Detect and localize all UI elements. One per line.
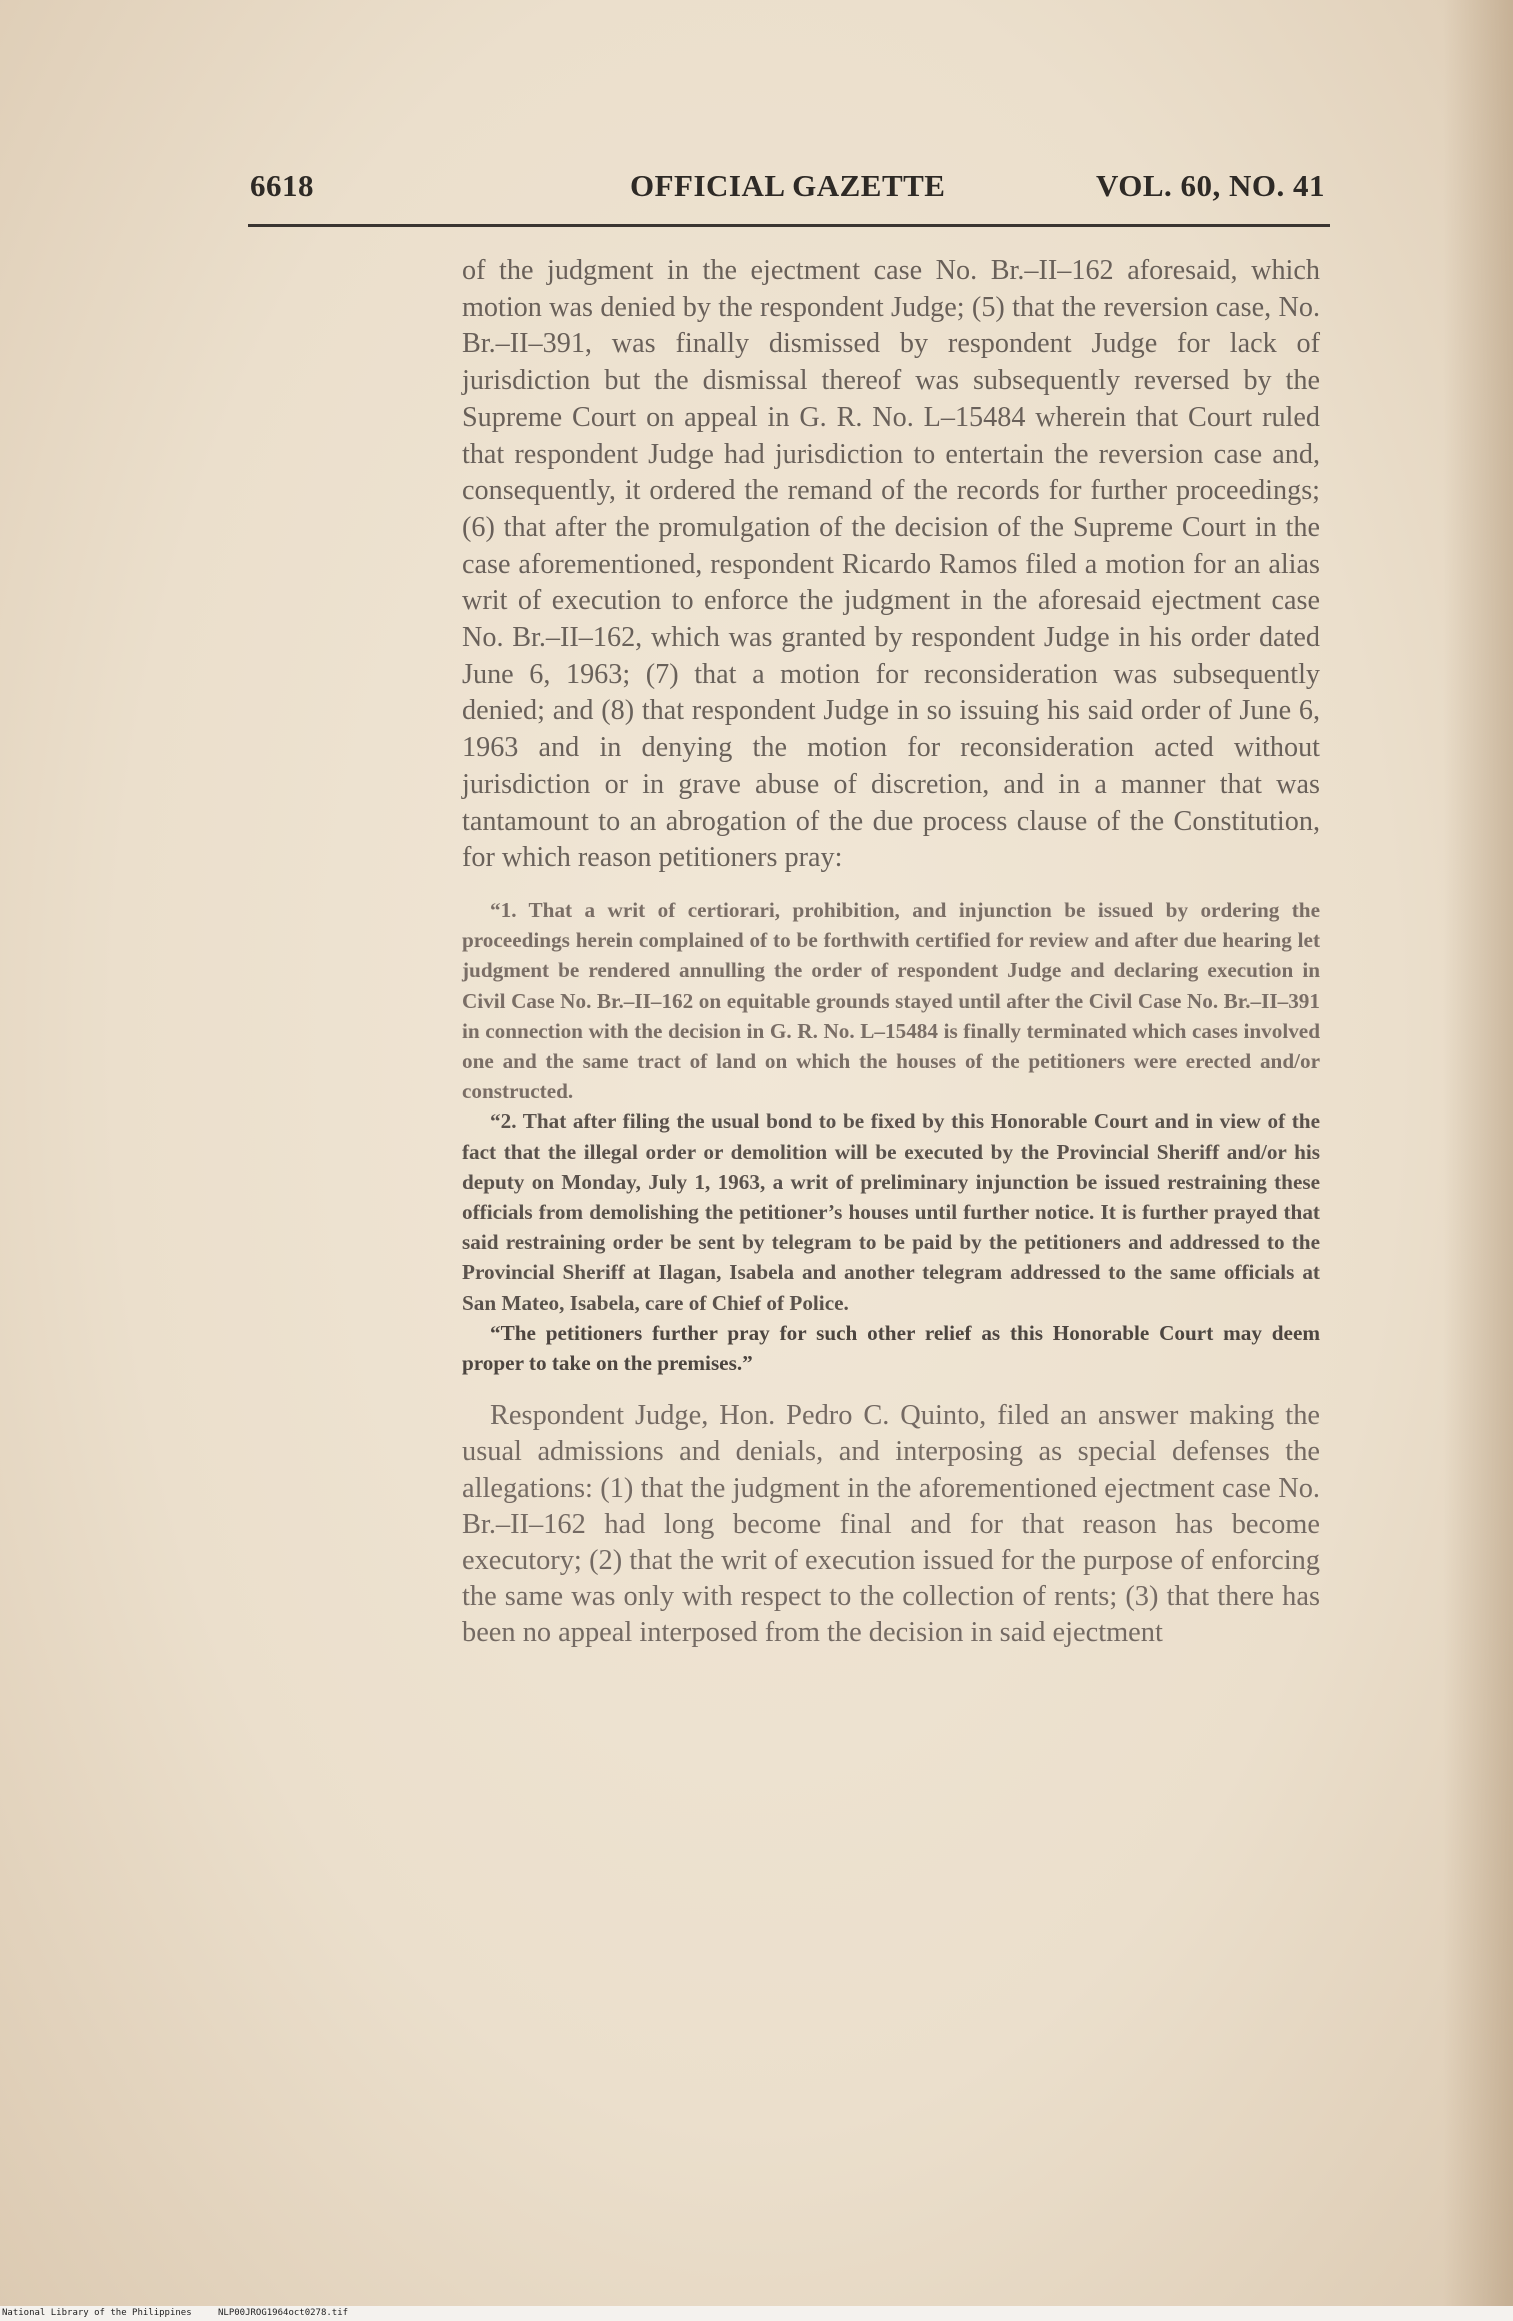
header-rule [248, 224, 1330, 227]
scan-footer [0, 2306, 1513, 2321]
page-edge-shadow [1443, 0, 1513, 2321]
prayer-quote-2: “2. That after filing the usual bond to be fixed by this Honorable Court and in view of the fact that the illegal order or demolition will be executed by the Provincial Sheriff and/or his deputy on Monday, July 1, 1963, a writ of preliminary injunction be issued restraining these officials from demolishing the petitioner’s houses until further notice. It is further prayed that said restraining order be sent by telegram to be paid by the petitioners and addressed to the Provincial Sheriff at Ilagan, Isabela and another telegram addressed to the same officials at San Mateo, Isabela, care of Chief of Police. [462, 1109, 1320, 1315]
prayer-quote-3: “The petitioners further pray for such other relief as this Honorable Court may deem proper to take on the premises.” [462, 1320, 1320, 1375]
body-paragraph-1: of the judgment in the ejectment case No. Br.–II–162 aforesaid, which motion was denied by the respondent Judge; (5) that the reversion case, No. Br.–II–391, was finally dismissed by respondent Judge for lack of jurisdiction but the dismissal thereof was subsequently reversed by the Supreme Court on appeal in G. R. No. L–15484 wherein that Court ruled that respondent Judge had jurisdiction to entertain the reversion case and, consequently, it ordered the remand of the records for further proceedings; (6) that after the promulgation of the decision of the Supreme Court in the case aforementioned, respondent Ricardo Ramos filed a motion for an alias writ of execution to enforce the judgment in the aforesaid ejectment case No. Br.–II–162, which was granted by respondent Judge in his order dated June 6, 1963; (7) that a motion for reconsideration was subsequently denied; and (8) that respondent Judge in so issuing his said order of June 6, 1963 and in denying the motion for reconsideration acted without jurisdiction or in grave abuse of discretion, and in a manner that was tantamount to an abrogation of the due process clause of the Constitution, for which reason petitioners pray: [462, 255, 1320, 874]
volume-issue: VOL. 60, NO. 41 [1095, 168, 1325, 203]
publication-title: OFFICIAL GAZETTE [630, 168, 946, 203]
article-body [462, 253, 1320, 1652]
prayer-quote-1: “1. That a writ of certiorari, prohibition, and injunction be issued by ordering the proceedings herein complained of to be forthwith certified for review and after due hearing let judgment be rendered annulling the order of respondent Judge and declaring execution in Civil Case No. Br.–II–162 on equitable grounds stayed until after the Civil Case No. Br.–II–391 in connection with the decision in G. R. No. L–15484 is finally terminated which cases involved one and the same tract of land on which the houses of the petitioners were erected and/or constructed. [462, 897, 1320, 1104]
scan-filename: NLP00JROG1964oct0278.tif [218, 2308, 349, 2318]
running-header [250, 168, 1325, 208]
body-paragraph-2: Respondent Judge, Hon. Pedro C. Quinto, filed an answer making the usual admissions and denials, and interposing as special defenses the allegations: (1) that the judgment in the aforementioned ejectment case No. Br.–II–162 had long become final and for that reason has become executory; (2) that the writ of execution issued for the purpose of enforcing the same was only with respect to the collection of rents; (3) that there has been no appeal interposed from the decision in said ejectment [462, 1400, 1320, 1649]
library-credit: National Library of the Philippines [2, 2308, 192, 2318]
page-number: 6618 [250, 168, 314, 203]
